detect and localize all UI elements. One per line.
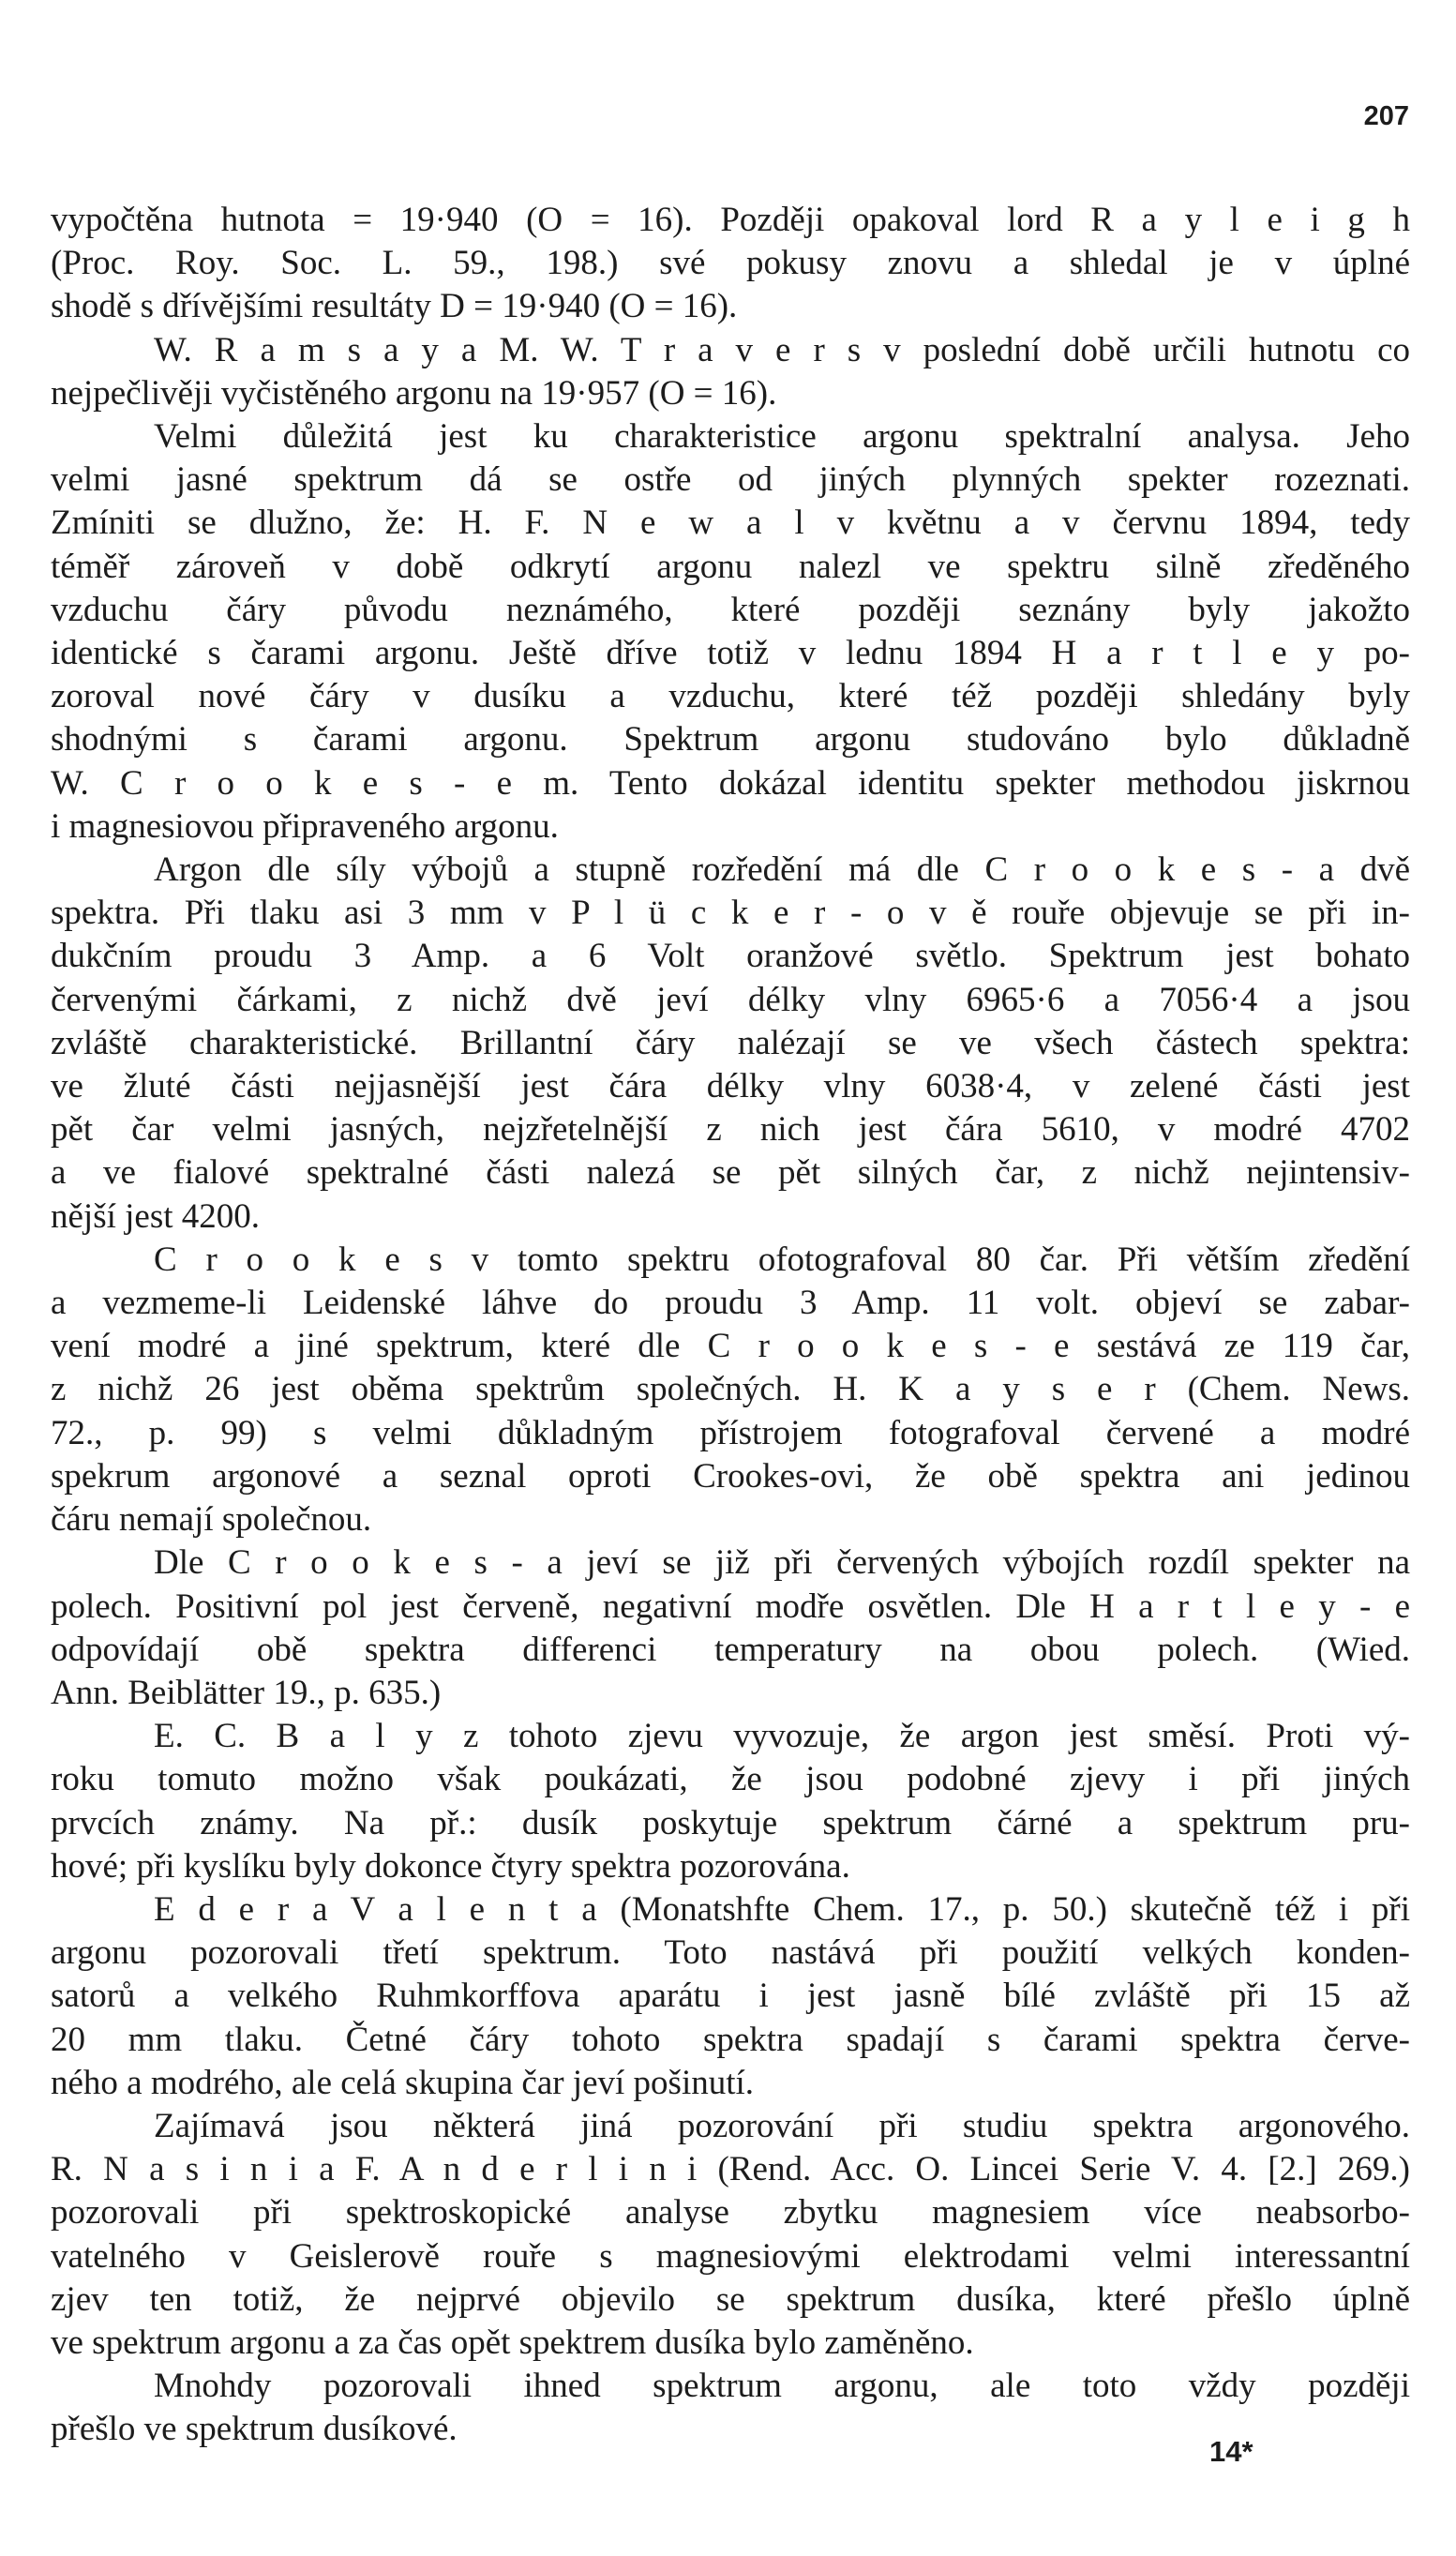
- text-line: spektra. Při tlaku asi 3 mm v P l ü c k e r - o v ě rouře objevuje se při in-: [51, 894, 1410, 933]
- text-line: přešlo ve spektrum dusíkové.: [51, 2410, 458, 2449]
- text-line: velmi jasné spektrum dá se ostře od jiných plynných spekter rozeznati.: [51, 460, 1410, 500]
- text-line: shodnými s čarami argonu. Spektrum argonu studováno bylo důkladně: [51, 720, 1410, 759]
- printer-signature: 14*: [1209, 2435, 1253, 2468]
- text-line: shodě s dřívějšími resultáty D = 19·940 (O = 16).: [51, 287, 738, 326]
- text-line: Dle C r o o k e s - a jeví se již při červených výbojích rozdíl spekter na: [154, 1543, 1410, 1583]
- text-line: dukčním proudu 3 Amp. a 6 Volt oranžové světlo. Spektrum jest bohato: [51, 937, 1410, 976]
- text-line: i magnesiovou připraveného argonu.: [51, 806, 559, 846]
- text-line: z nichž 26 jest oběma spektrům společných. H. K a y s e r (Chem. News.: [51, 1370, 1410, 1409]
- text-line: ného a modrého, ale celá skupina čar jeví pošinutí.: [51, 2063, 755, 2102]
- text-line: W. R a m s a y a M. W. T r a v e r s v poslední době určili hutnotu co: [154, 330, 1410, 369]
- text-line: hové; při kyslíku byly dokonce čtyry spektra pozorována.: [51, 1846, 850, 1886]
- text-line: zoroval nové čáry v dusíku a vzduchu, které též později shledány byly: [51, 677, 1410, 716]
- text-line: satorů a velkého Ruhmkorffova aparátu i jest jasně bílé zvláště při 15 až: [51, 1977, 1410, 2016]
- text-line: C r o o k e s v tomto spektru ofotografoval 80 čar. Při větším zředění: [154, 1240, 1410, 1279]
- text-line: vení modré a jiné spektrum, které dle C r o o k e s - e sestává ze 119 čar,: [51, 1327, 1410, 1366]
- text-line: Argon dle síly výbojů a stupně rozředění má dle C r o o k e s - a dvě: [154, 850, 1410, 890]
- text-line: ve žluté části nejjasnější jest čára délky vlny 6038·4, v zelené části jest: [51, 1067, 1410, 1106]
- paragraph: [51, 2365, 1410, 2451]
- text-line: odpovídají obě spektra differenci temperatury na obou polech. (Wied.: [51, 1630, 1410, 1669]
- text-line: téměř zároveň v době odkrytí argonu nalezl ve spektru silně zředěného: [51, 547, 1410, 586]
- paragraph: [51, 2105, 1410, 2365]
- text-line: R. N a s i n i a F. A n d e r l i n i (Rend. Acc. O. Lincei Serie V. 4. [2.] 269.): [51, 2150, 1410, 2189]
- text-line: E. C. B a l y z tohoto zjevu vyvozuje, že argon jest směsí. Proti vý-: [154, 1717, 1410, 1756]
- text-line: nější jest 4200.: [51, 1196, 261, 1236]
- text-line: 20 mm tlaku. Četné čáry tohoto spektra spadají s čarami spektra červe-: [51, 2020, 1410, 2059]
- text-line: červenými čárkami, z nichž dvě jeví délky vlny 6965·6 a 7056·4 a jsou: [51, 980, 1410, 1019]
- text-line: a ve fialové spektralné části nalezá se pět silných čar, z nichž nejintensiv-: [51, 1153, 1410, 1193]
- paragraph: [51, 415, 1410, 849]
- text-line: W. C r o o k e s - e m. Tento dokázal identitu spekter methodou jiskrnou: [51, 763, 1410, 803]
- text-line: nejpečlivěji vyčistěného argonu na 19·957 (O = 16).: [51, 373, 777, 413]
- paragraph: [51, 849, 1410, 1239]
- text-line: prvcích známy. Na př.: dusík poskytuje spektrum čárné a spektrum pru-: [51, 1803, 1410, 1842]
- paragraph: [51, 1715, 1410, 1888]
- text-line: Zajímavá jsou některá jiná pozorování při studiu spektra argonového.: [154, 2106, 1410, 2145]
- paragraph: [51, 1239, 1410, 1541]
- text-line: vzduchu čáry původu neznámého, které později seznány byly jakožto: [51, 590, 1410, 629]
- text-line: Ann. Beiblätter 19., p. 635.): [51, 1673, 442, 1712]
- text-line: a vezmeme-li Leidenské láhve do proudu 3 Amp. 11 volt. objeví se zabar-: [51, 1284, 1410, 1323]
- text-line: Zmíniti se dlužno, že: H. F. N e w a l v květnu a v červnu 1894, tedy: [51, 504, 1410, 543]
- paragraph: [51, 329, 1410, 415]
- paragraph: [51, 199, 1410, 329]
- text-line: Mnohdy pozorovali ihned spektrum argonu, ale toto vždy později: [154, 2367, 1410, 2406]
- text-line: zjev ten totiž, že nejprvé objevilo se spektrum dusíka, které přešlo úplně: [51, 2279, 1410, 2319]
- text-line: E d e r a V a l e n t a (Monatshfte Chem. 17., p. 50.) skutečně též i při: [154, 1889, 1410, 1929]
- text-line: 72., p. 99) s velmi důkladným přístrojem fotografoval červené a modré: [51, 1413, 1410, 1452]
- text-line: polech. Positivní pol jest červeně, negativní modře osvětlen. Dle H a r t l e y - e: [51, 1586, 1410, 1626]
- text-line: roku tomuto možno však poukázati, že jsou podobné zjevy i při jiných: [51, 1760, 1410, 1799]
- text-line: vypočtěna hutnota = 19·940 (O = 16). Později opakoval lord R a y l e i g h: [51, 201, 1410, 239]
- text-line: argonu pozorovali třetí spektrum. Toto nastává při použití velkých konden-: [51, 1933, 1410, 1973]
- text-line: Velmi důležitá jest ku charakteristice argonu spektralní analysa. Jeho: [154, 417, 1410, 457]
- paragraph: [51, 1888, 1410, 2105]
- paragraph: [51, 1541, 1410, 1715]
- page-number: 207: [1363, 101, 1409, 131]
- text-line: vatelného v Geislerově rouře s magnesiovými elektrodami velmi interessantní: [51, 2236, 1410, 2276]
- text-line: spekrum argonové a seznal oproti Crookes-ovi, že obě spektra ani jedinou: [51, 1456, 1410, 1496]
- text-line: identické s čarami argonu. Ještě dříve totiž v lednu 1894 H a r t l e y po-: [51, 634, 1410, 673]
- text-line: čáru nemají společnou.: [51, 1500, 372, 1540]
- text-line: ve spektrum argonu a za čas opět spektrem dusíka bylo zaměněno.: [51, 2323, 974, 2362]
- text-line: zvláště charakteristické. Brillantní čáry nalézají se ve všech částech spektra:: [51, 1023, 1410, 1062]
- text-line: pět čar velmi jasných, nejzřetelnější z nich jest čára 5610, v modré 4702: [51, 1110, 1410, 1150]
- text-line: pozorovali při spektroskopické analyse zbytku magnesiem více neabsorbo-: [51, 2193, 1410, 2233]
- text-line: (Proc. Roy. Soc. L. 59., 198.) své pokusy znovu a shledal je v úplné: [51, 244, 1410, 283]
- body-text: [51, 199, 1410, 2452]
